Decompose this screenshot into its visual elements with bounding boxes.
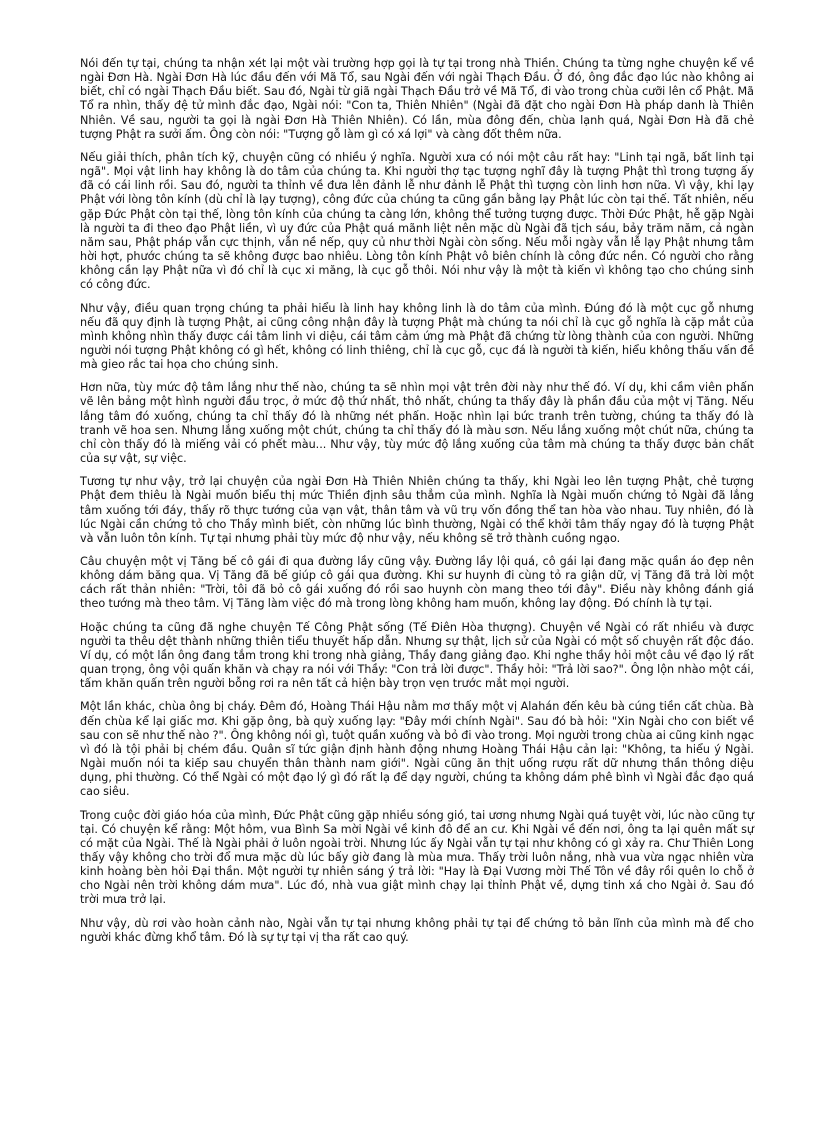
paragraph-3: Như vậy, điều quan trọng chúng ta phải hiểu là linh hay không linh là do tâm của mình. Đúng đó là một cục gỗ nhưng nếu đã quy định là tượng Phật, ai cũng công nhận đây là tượng Phật mà chúng ta nói chỉ là cục gỗ nghĩa là cặp mắt của mình không nhìn thấy được cái tâm linh vi diệu, cái tâm cảm ứng mà Phật đã chứng từ lòng thành của con người. Những người nói tượng Phật không có gì hết, không có linh thiêng, chỉ là cục gỗ, cục đá là người tà kiến, hiểu không thấu vấn đề mà gieo rắc tai họa cho chúng sinh. bbox=[80, 301, 754, 372]
paragraph-7: Hoặc chúng ta cũng đã nghe chuyện Tế Công Phật sống (Tế Điên Hòa thượng). Chuyện về Ngài có rất nhiều và được người ta thêu dệt thành những thiên tiểu thuyết hấp dẫn. Nhưng sự thật, lịch sử của Ngài có một số chuyện rất độc đáo. Ví dụ, có một lần ông đang tắm trong khi trong nhà giảng, Thầy đang giảng đạo. Khi nghe thầy hỏi một câu về đạo lý rất quan trọng, ông vội quấn khăn và chạy ra nói với Thầy: "Con trả lời được". Thầy hỏi: "Trả lời sao?". Ông lộn nhào một cái, tấm khăn quấn trên người bỗng rơi ra nên tất cả hiện bày trọn vẹn trước mắt mọi người. bbox=[80, 620, 754, 691]
paragraph-2: Nếu giải thích, phân tích kỹ, chuyện cũng có nhiều ý nghĩa. Người xưa có nói một câu rất hay: "Linh tại ngã, bất linh tại ngã". Mọi vật linh hay không là do tâm của chúng ta. Khi người thợ tạc tượng nghĩ đây là tượng Phật thì trong tượng ấy đã có cái linh rồi. Sau đó, người ta thỉnh về đưa lên đảnh lễ như đảnh lễ Phật thì tượng còn linh hơn nữa. Vì vậy, khi lạy Phật với lòng tôn kính (dù chỉ là lạy tượng), công đức của chúng ta cũng gần bằng lạy Phật lúc còn tại thế. Tất nhiên, nếu gặp Đức Phật còn tại thế, lòng tôn kính của chúng ta càng lớn, không thể tưởng tượng được. Thời Đức Phật, hễ gặp Ngài là người ta đi theo đạo Phật liền, vì uy đức của Phật quá mãnh liệt nên mặc dù Ngài đã tịch sáu, bảy trăm năm, cả ngàn năm sau, Phật pháp vẫn cực thịnh, vẫn nề nếp, quy củ như thời Ngài còn sống. Nếu mỗi ngày vẫn lễ lạy Phật nhưng tâm hời hợt, phước chúng ta sẽ không được bao nhiêu. Lòng tôn kính Phật vô biên chính là công đức nền. Có người cho rằng không cần lạy Phật nữa vì đó chỉ là cục xi măng, là cục gỗ thôi. Nói như vậy là một tà kiến vì không tạo cho chúng sinh có công đức. bbox=[80, 150, 754, 292]
document-body bbox=[80, 57, 754, 945]
paragraph-8: Một lần khác, chùa ông bị cháy. Đêm đó, Hoàng Thái Hậu nằm mơ thấy một vị Alahán đến kêu bà cúng tiền cất chùa. Bà đến chùa kể lại giấc mơ. Khi gặp ông, bà quỳ xuống lạy: "Đây mới chính Ngài". Sau đó bà hỏi: "Xin Ngài cho con biết về sau con sẽ như thế nào ?". Ông không nói gì, tuột quần xuống và bỏ đi vào trong. Mọi người trong chùa ai cũng kinh ngạc vì đó là tội phải bị chém đầu. Quân sĩ tức giận định hành động nhưng Hoàng Thái Hậu cản lại: "Không, ta hiểu ý Ngài. Ngài muốn nói ta kiếp sau chuyển thân thành nam giới". Ngài cũng ăn thịt uống rượu rất dữ nhưng thần thông diệu dụng, phi thường. Có thể Ngài có một đạo lý gì đó rất lạ để dạy người, chúng ta không dám phê bình vì Ngài đắc đạo quá cao siêu. bbox=[80, 700, 754, 799]
paragraph-4: Hơn nữa, tùy mức độ tâm lắng như thế nào, chúng ta sẽ nhìn mọi vật trên đời này như thế đó. Ví dụ, khi cầm viên phấn vẽ lên bảng một hình người đầu trọc, ở mức độ thứ nhất, thô nhất, chúng ta thấy đây là phần đầu của một vị Tăng. Nếu lắng tâm đó xuống, chúng ta chỉ thấy đó là những nét phấn. Hoặc nhìn lại bức tranh trên tường, chúng ta thấy đó là tranh vẽ hoa sen. Nhưng lắng xuống một chút, chúng ta chỉ thấy đó là màu sơn. Nếu lắng xuống một chút nữa, chúng ta chỉ còn thấy đó là miếng vải có phết màu... Như vậy, tùy mức độ lắng xuống của tâm mà chúng ta thấy được bản chất của sự vật, sự việc. bbox=[80, 381, 754, 466]
paragraph-5: Tương tự như vậy, trở lại chuyện của ngài Đơn Hà Thiên Nhiên chúng ta thấy, khi Ngài leo lên tượng Phật, chẻ tượng Phật đem thiêu là Ngài muốn biểu thị mức Thiền định sâu thẳm của mình. Nghĩa là Ngài muốn chứng tỏ Ngài đã lắng tâm xuống tới đáy, thấy rõ thực tướng của vạn vật, thân tâm và vũ trụ vốn đồng thể tan hòa vào nhau. Tuy nhiên, đó là lúc Ngài cần chứng tỏ cho Thầy mình biết, còn những lúc bình thường, Ngài có thể khởi tâm thấy ngay đó là tượng Phật và vẫn luôn tôn kính. Tự tại nhưng phải tùy mức độ như vậy, nếu không sẽ trở thành cuồng ngạo. bbox=[80, 475, 754, 545]
paragraph-1: Nói đến tự tại, chúng ta nhận xét lại một vài trường hợp gọi là tự tại trong nhà Thiền. Chúng ta từng nghe chuyện kể về ngài Đơn Hà. Ngài Đơn Hà lúc đầu đến với Mã Tổ, sau Ngài đến với ngài Thạch Đầu. Ở đó, ông đắc đạo lúc nào không ai biết, chỉ có ngài Thạch Đầu biết. Sau đó, Ngài từ giã ngài Thạch Đầu trở về Mã Tổ, đi vào trong chùa cưỡi lên cổ Phật. Mã Tổ ra nhìn, thấy đệ tử mình đắc đạo, Ngài nói: "Con ta, Thiên Nhiên" (Ngài đã đặt cho ngài Đơn Hà pháp danh là Thiên Nhiên. Về sau, người ta gọi là ngài Đơn Hà Thiên Nhiên). Có lần, mùa đông đến, chùa lạnh quá, Ngài Đơn Hà đã chẻ tượng Phật ra sưởi ấm. Ông còn nói: "Tượng gỗ làm gì có xá lợi" và càng đốt thêm nữa. bbox=[80, 57, 754, 141]
paragraph-6: Câu chuyện một vị Tăng bế cô gái đi qua đường lầy cũng vậy. Đường lầy lội quá, cô gái lại đang mặc quần áo đẹp nên không dám băng qua. Vị Tăng đã bế giúp cô gái qua đường. Khi sư huynh đi cùng tỏ ra giận dữ, vị Tăng đã trả lời một cách rất thản nhiên: "Trời, tôi đã bỏ cô gái xuống đó rồi sao huynh còn mang theo tới đây". Điều này không đánh giá theo tướng mà theo tâm. Vị Tăng làm việc đó mà trong lòng không ham muốn, không lay động. Đó chính là tự tại. bbox=[80, 555, 754, 611]
paragraph-9: Trong cuộc đời giáo hóa của mình, Đức Phật cũng gặp nhiều sóng gió, tai ương nhưng Ngài quá tuyệt vời, lúc nào cũng tự tại. Có chuyện kể rằng: Một hôm, vua Bình Sa mời Ngài về kinh đô để an cư. Khi Ngài về đến nơi, ông ta lại quên mất sự có mặt của Ngài. Thế là Ngài phải ở luôn ngoài trời. Nhưng lúc ấy Ngài vẫn tự tại như không có gì xảy ra. Chư Thiên Long thấy vậy không cho trời đổ mưa mặc dù lúc bấy giờ đang là mùa mưa. Thấy trời luôn nắng, nhà vua vừa ngạc nhiên vừa kinh hoàng bèn hỏi Đại thần. Một người tự nhiên sáng ý trả lời: "Hay là Đại Vương mời Thế Tôn về đây rồi quên lo chỗ ở cho Ngài nên trời không dám mưa". Lúc đó, nhà vua giật mình chạy lại thỉnh Phật về, dựng tinh xá cho Ngài ở. Sau đó trời mưa trở lại. bbox=[80, 808, 754, 907]
paragraph-10: Như vậy, dù rơi vào hoàn cảnh nào, Ngài vẫn tự tại nhưng không phải tự tại để chứng tỏ bản lĩnh của mình mà để cho người khác đừng khổ tâm. Đó là sự tự tại vị tha rất cao quý. bbox=[80, 916, 754, 944]
